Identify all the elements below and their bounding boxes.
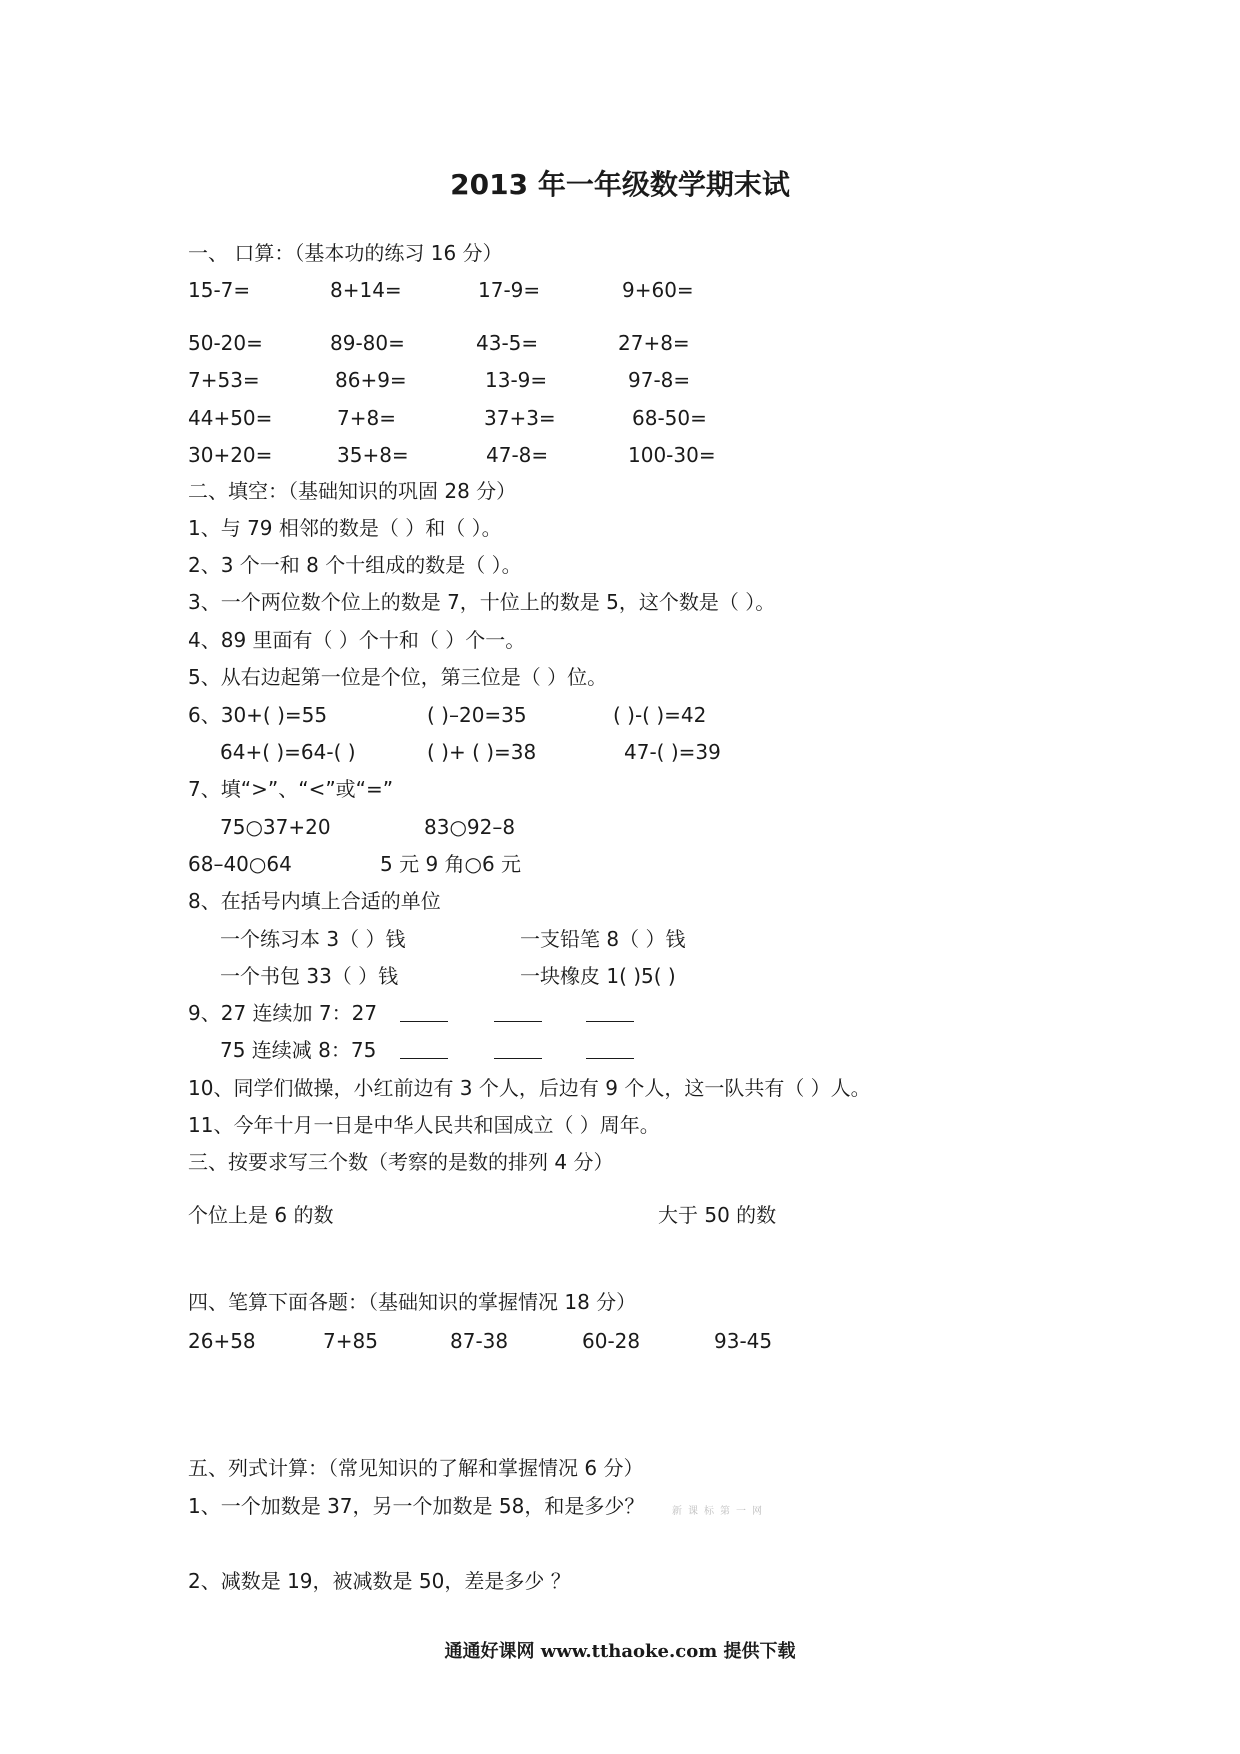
section-4-heading: 四、笔算下面各题：（基础知识的掌握情况 18 分） bbox=[188, 1290, 637, 1314]
fill-question-6-part: 64+( )=64-( ) bbox=[220, 740, 356, 764]
oral-item: 7+8= bbox=[337, 406, 396, 430]
fill-question-6-part: ( )+ ( )=38 bbox=[427, 740, 537, 764]
section-3-heading: 三、按要求写三个数（考察的是数的排列 4 分） bbox=[188, 1150, 614, 1174]
oral-item: 9+60= bbox=[622, 278, 694, 302]
oral-item: 8+14= bbox=[330, 278, 402, 302]
fill-question-6-part: 47-( )=39 bbox=[624, 740, 721, 764]
oral-item: 89-80= bbox=[330, 331, 405, 355]
unit-item: 一块橡皮 1( )5( ) bbox=[520, 964, 676, 988]
exam-title: 2013 年一年级数学期末试 bbox=[450, 168, 790, 201]
oral-item: 47-8= bbox=[486, 443, 549, 467]
oral-item: 97-8= bbox=[628, 368, 691, 392]
answer-blank bbox=[400, 1040, 448, 1059]
answer-blank bbox=[494, 1040, 542, 1059]
unit-item: 一个练习本 3（ ）钱 bbox=[220, 927, 406, 951]
footer-source: 通通好课网 www.tthaoke.com 提供下载 bbox=[444, 1641, 796, 1662]
fill-question-10: 10、同学们做操，小红前边有 3 个人，后边有 9 个人，这一队共有（ ）人。 bbox=[188, 1076, 871, 1100]
answer-blank bbox=[586, 1040, 634, 1059]
section-5-heading: 五、列式计算：（常见知识的了解和掌握情况 6 分） bbox=[188, 1456, 644, 1480]
fill-question-3: 3、一个两位数个位上的数是 7，十位上的数是 5，这个数是（ ）。 bbox=[188, 590, 776, 614]
word-problem-1: 1、一个加数是 37，另一个加数是 58，和是多少？ bbox=[188, 1494, 645, 1518]
fill-question-6-part: 6、30+( )=55 bbox=[188, 703, 328, 727]
oral-item: 43-5= bbox=[476, 331, 539, 355]
watermark: 新课标第一网 bbox=[672, 1506, 768, 1517]
written-calc-item: 7+85 bbox=[323, 1329, 378, 1353]
oral-item: 35+8= bbox=[337, 443, 409, 467]
oral-item: 30+20= bbox=[188, 443, 273, 467]
oral-item: 68-50= bbox=[632, 406, 707, 430]
written-calc-item: 26+58 bbox=[188, 1329, 256, 1353]
fill-question-6-part: ( )-( )=42 bbox=[613, 703, 707, 727]
answer-blank bbox=[400, 1003, 448, 1022]
compare-item: 5 元 9 角○6 元 bbox=[380, 852, 522, 876]
oral-item: 13-9= bbox=[485, 368, 548, 392]
unit-item: 一个书包 33（ ）钱 bbox=[220, 964, 399, 988]
fill-question-5: 5、从右边起第一位是个位，第三位是（ ）位。 bbox=[188, 665, 608, 689]
section-2-heading: 二、填空：（基础知识的巩固 28 分） bbox=[188, 479, 517, 503]
oral-item: 37+3= bbox=[484, 406, 556, 430]
oral-item: 15-7= bbox=[188, 278, 251, 302]
oral-item: 7+53= bbox=[188, 368, 260, 392]
fill-question-2: 2、3 个一和 8 个十组成的数是（ ）。 bbox=[188, 553, 522, 577]
compare-item: 68–40○64 bbox=[188, 852, 292, 876]
oral-item: 86+9= bbox=[335, 368, 407, 392]
oral-item: 50-20= bbox=[188, 331, 263, 355]
fill-question-7: 7、填“>”、“<”或“=” bbox=[188, 777, 394, 801]
word-problem-2: 2、减数是 19，被减数是 50，差是多少 ？ bbox=[188, 1569, 571, 1593]
unit-item: 一支铅笔 8（ ）钱 bbox=[520, 927, 686, 951]
answer-blank bbox=[494, 1003, 542, 1022]
oral-item: 17-9= bbox=[478, 278, 541, 302]
compare-item: 75○37+20 bbox=[220, 815, 331, 839]
fill-question-9a: 9、27 连续加 7：27 bbox=[188, 1001, 378, 1025]
answer-blank bbox=[586, 1003, 634, 1022]
fill-question-6-part: ( )–20=35 bbox=[427, 703, 527, 727]
number-task-right: 大于 50 的数 bbox=[658, 1203, 777, 1227]
compare-item: 83○92–8 bbox=[424, 815, 516, 839]
fill-question-1: 1、与 79 相邻的数是（ ）和（ ）。 bbox=[188, 516, 502, 540]
fill-question-9b: 75 连续减 8：75 bbox=[220, 1038, 377, 1062]
written-calc-item: 93-45 bbox=[714, 1329, 773, 1353]
fill-question-4: 4、89 里面有（ ）个十和（ ）个一。 bbox=[188, 628, 526, 652]
written-calc-item: 87-38 bbox=[450, 1329, 509, 1353]
oral-item: 44+50= bbox=[188, 406, 273, 430]
oral-item: 100-30= bbox=[628, 443, 716, 467]
section-1-heading: 一、 口算：（基本功的练习 16 分） bbox=[188, 241, 503, 265]
number-task-left: 个位上是 6 的数 bbox=[188, 1203, 334, 1227]
written-calc-item: 60-28 bbox=[582, 1329, 641, 1353]
oral-item: 27+8= bbox=[618, 331, 690, 355]
fill-question-11: 11、今年十月一日是中华人民共和国成立（ ）周年。 bbox=[188, 1113, 660, 1137]
fill-question-8: 8、在括号内填上合适的单位 bbox=[188, 889, 441, 913]
